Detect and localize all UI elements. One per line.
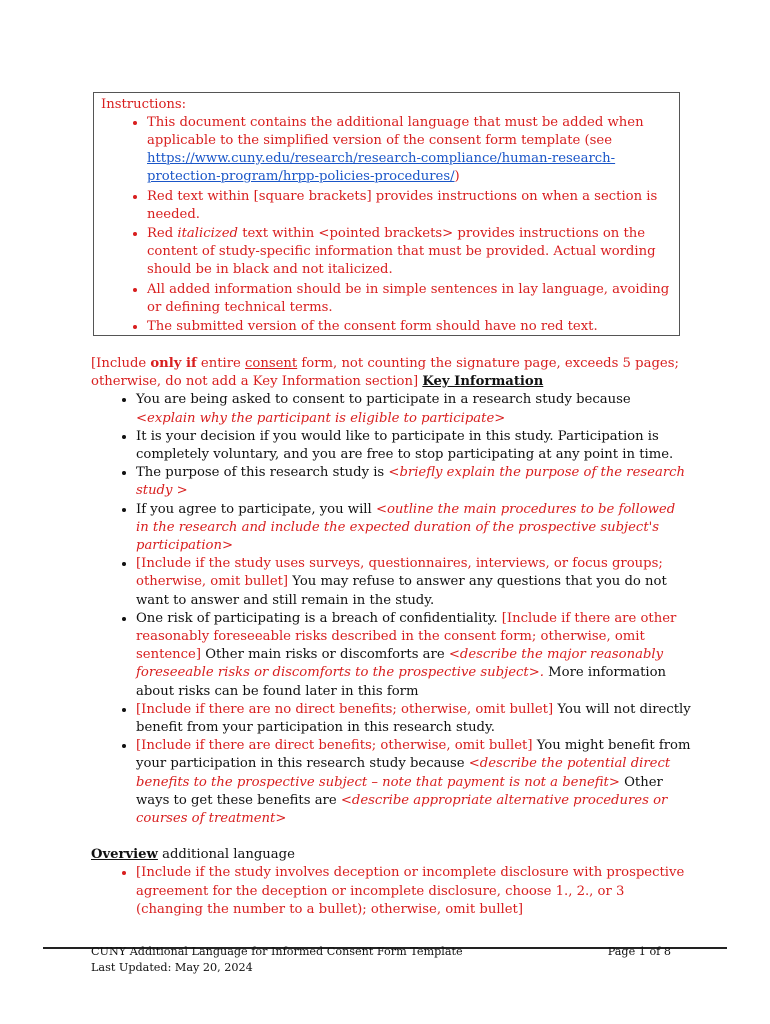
instructions-box <box>93 92 680 336</box>
overview-heading: Overview <box>91 847 158 863</box>
list-item: • [Include if the study involves deception or incomplete disclosure with prospective agreement for the deception or incomplete disclosure, choose 1., 2., or 3 (changing the number to a bullet); otherwise, omit bullet] <box>136 864 691 919</box>
list-item: • The purpose of this research study is <briefly explain the purpose of the research study > <box>136 464 691 500</box>
list-item: • This document contains the additional language that must be added when applicable to the simplified version of the consent form template (see https://www.cuny.edu/research/research-compliance/human-research-protection-program/hrpp-policies-procedures/) <box>147 114 673 186</box>
list-item: • One risk of participating is a breach of confidentiality. [Include if there are other reasonably foreseeable risks described in the consent form; otherwise, omit sentence] Other main risks or discomforts are <describe the major reasonably foreseeable risks or discomforts to the prospective subject>. More information about risks can be found later in this form <box>136 610 691 701</box>
list-item: • You are being asked to consent to participate in a research study because <explain why the participant is eligible to participate> <box>136 391 691 427</box>
instructions-heading: Instructions: <box>101 97 187 112</box>
hrpp-policies-link[interactable]: https://www.cuny.edu/research/research-compliance/human-research-protection-program/hrpp-policies-procedures/ <box>147 151 616 184</box>
list-item: • It is your decision if you would like to participate in this study. Participation is completely voluntary, and you are free to stop participating at any point in time. <box>136 428 691 464</box>
footer-page-number: Page 1 of 8 <box>607 945 671 958</box>
list-item: • [Include if there are direct benefits; otherwise, omit bullet] You might benefit from your participation in this research study because <describe the potential direct benefits to the prospective subject – note that payment is not a benefit> Other ways to get these benefits are <describe appropriate alternative procedures or courses of treatment> <box>136 737 691 828</box>
list-item: • [Include if there are no direct benefits; otherwise, omit bullet] You will not directly benefit from your participation in this research study. <box>136 701 691 737</box>
key-information-paragraph: [Include only if entire consent form, not counting the signature page, exceeds 5 pages; otherwise, do not add a Key Information section] Key Information <box>91 356 679 390</box>
key-information-list <box>91 391 691 828</box>
overview-list <box>91 864 691 919</box>
document-body <box>91 355 691 919</box>
list-item: • [Include if the study uses surveys, questionnaires, interviews, or focus groups; otherwise, omit bullet] You may refuse to answer any questions that you do not want to answer and still remain in the study. <box>136 555 691 610</box>
list-item: • Red text within [square brackets] provides instructions on when a section is needed. <box>147 188 673 224</box>
footer-document-title: CUNY Additional Language for Informed Consent Form Template <box>91 945 463 958</box>
key-information-heading: Key Information <box>422 374 544 390</box>
list-item: • If you agree to participate, you will <outline the main procedures to be followed in the research and include the expected duration of the prospective subject's participation> <box>136 501 691 556</box>
list-item: • Red italicized text within <pointed brackets> provides instructions on the content of study-specific information that must be provided. Actual wording should be in black and not italicized. <box>147 225 673 279</box>
instructions-list <box>101 114 673 336</box>
list-item: • The submitted version of the consent form should have no red text. <box>147 318 673 336</box>
footer-last-updated: Last Updated: May 20, 2024 <box>91 961 253 974</box>
list-item: • All added information should be in simple sentences in lay language, avoiding or defining technical terms. <box>147 281 673 317</box>
page-footer <box>91 944 671 976</box>
overview-paragraph: Overview additional language <box>91 847 295 863</box>
